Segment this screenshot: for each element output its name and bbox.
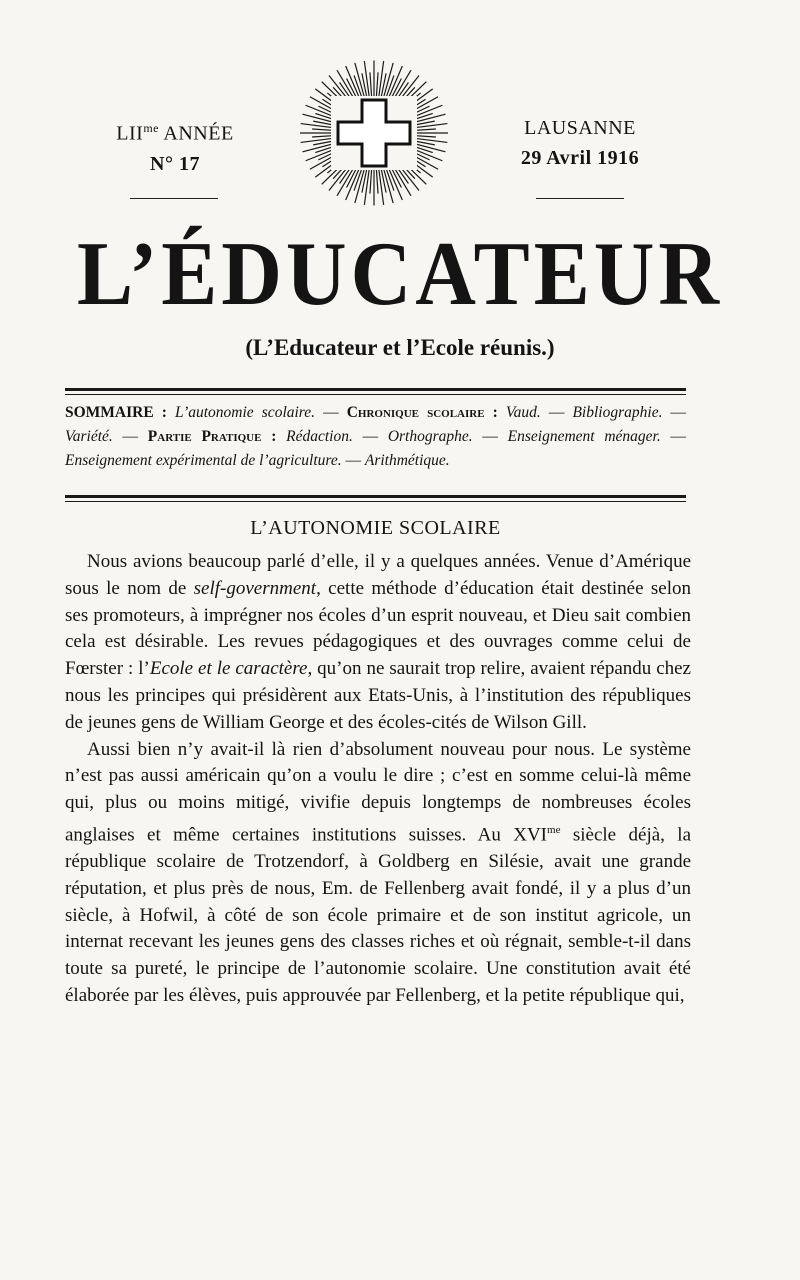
place-date xyxy=(490,113,670,173)
journal-title: L’ÉDUCATEUR xyxy=(76,224,724,325)
rule-bottom-thin xyxy=(65,501,686,502)
summary-item: Arithmétique. xyxy=(364,452,450,469)
summary-item: Variété. xyxy=(65,428,113,445)
article-title: L’AUTONOMIE SCOLAIRE xyxy=(250,517,501,539)
summary-item: Rédaction. xyxy=(286,428,353,445)
paragraph: Nous avions beaucoup parlé d’elle, il y a quelques années. Venue d’Amérique sous le nom de self-government, cette méthode d’éducation était destinée selon ses promoteurs, à imprégner nos écoles d’un esprit nouveau, et Dieu sait combien cela est désirable. Les revues pédagogiques et des ouvrages comme celui de Fœrster : l’Ecole et le caractère, qu’on ne saurait trop relire, avaient répandu chez nous les principes qui présidèrent aux Etats-Unis, à l’institution des républiques de jeunes gens de William George et des écoles-cités de Wilson Gill. xyxy=(65,551,691,733)
summary-item: Bibliographie. xyxy=(572,404,663,421)
summary-lead: SOMMAIRE : xyxy=(65,404,167,421)
issue-number: N° 17 xyxy=(150,152,200,175)
rule-top-thin xyxy=(65,394,686,395)
rule-top-thick xyxy=(65,388,686,391)
summary-item: Enseignement expérimental de l’agriculture. xyxy=(65,452,342,469)
journal-subtitle: (L’Educateur et l’Ecole réunis.) xyxy=(245,335,555,360)
summary-item: L’autonomie scolaire. xyxy=(175,404,316,421)
left-small-rule xyxy=(130,198,218,199)
swiss-cross-emblem xyxy=(296,58,452,208)
article-body xyxy=(65,549,691,1010)
summary-item: Vaud. xyxy=(505,404,541,421)
right-small-rule xyxy=(536,198,624,199)
section-label: Chronique scolaire : xyxy=(346,404,498,421)
summary-item: Enseignement ménager. xyxy=(507,428,661,445)
rule-bottom-thick xyxy=(65,495,686,498)
date-label: 29 Avril 1916 xyxy=(520,147,640,169)
section-label: Partie Pratique : xyxy=(147,428,277,445)
city-label: LAUSANNE xyxy=(524,117,636,139)
issue-info xyxy=(90,113,260,179)
summary-item: Orthographe. xyxy=(387,428,473,445)
table-of-contents: SOMMAIRE : L’autonomie scolaire. — Chronique scolaire : Vaud. — Bibliographie. — Variété. — Partie Pratique : Rédaction. — Orthographe. — Enseignement ménager. — Enseignement expérimental de l’agriculture. — Arithmétique. xyxy=(65,404,687,469)
year-label: $LII^{me}$ ANNÉE xyxy=(116,121,234,145)
paragraph: Aussi bien n’y avait-il là rien d’absolument nouveau pour nous. Le système n’est pas aussi américain qu’on a voulu le dire ; c’est en somme celui-là même qui, plus ou moins mitigé, vivifie depuis longtemps de nombreuses écoles anglaises et même certaines institutions suisses. Au $XVI^{me}$ siècle déjà, la république scolaire de Trotzendorf, à Goldberg en Silésie, avait une grande réputation, et plus près de nous, Em. de Fellenberg avait fondé, il y a plus d’un siècle, à Hofwil, à côté de son école primaire et de son institut agricole, un internat recevant les jeunes gens des classes riches et où régnait, semble-t-il dans toute sa pureté, le principe de l’autonomie scolaire. Une constitution avait été élaborée par les élèves, puis approuvée par Fellenberg, et la petite république qui, xyxy=(65,738,692,1007)
